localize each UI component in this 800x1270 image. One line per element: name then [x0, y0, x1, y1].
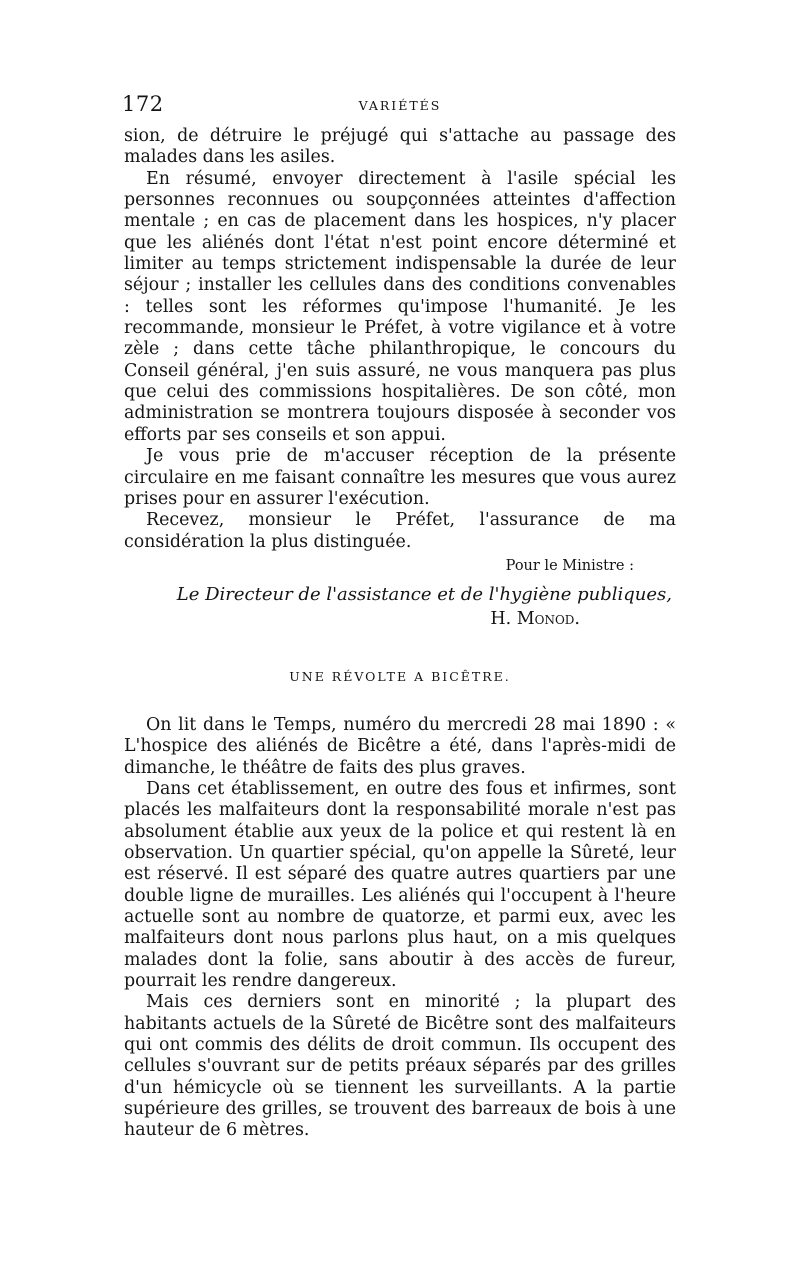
paragraph-resume: En résumé, envoyer directement à l'asile spécial les personnes reconnues ou soupçonnées atteintes d'affection mentale ; en cas de placement dans les hospices, n'y placer que les aliénés dont l'état n'est point encore déterminé et limiter au temps strictement indispensable la durée de leur séjour ; installer les cellules dans des conditions convenables : telles sont les réformes qu'impose l'humanité. Je les recommande, monsieur le Préfet, à votre vigilance et à votre zèle ; dans cette tâche philanthropique, le concours du Conseil général, j'en suis assuré, ne vous manquera pas plus que celui des commissions hospitalières. De son côté, mon administration se montrera toujours disposée à seconder vos efforts par ses conseils et son appui.: [124, 168, 676, 445]
paragraph-continuation: sion, de détruire le préjugé qui s'attache au passage des malades dans les asiles.: [124, 126, 676, 168]
paragraph-recevez: Recevez, monsieur le Préfet, l'assurance de ma considération la plus distinguée.: [124, 510, 676, 552]
running-head: VARIÉTÉS: [358, 98, 442, 113]
pour-le-ministre: Pour le Ministre :: [505, 557, 634, 574]
article-body: [124, 715, 676, 1142]
paragraph-etablissement: Dans cet établissement, en outre des fous et infirmes, sont placés les malfaiteurs dont la responsabilité morale n'est pas absolument établie aux yeux de la police et qui restent là en observation. Un quartier spécial, qu'on appelle la Sûreté, leur est réservé. Il est séparé des quatre autres quartiers par une double ligne de murailles. Les aliénés qui l'occupent à l'heure actuelle sont au nombre de quatorze, et parmi eux, avec les malfaiteurs dont nous parlons plus haut, on a mis quelques malades dont la folie, sans aboutir à des accès de fureur, pourrait les rendre dangereux.: [124, 778, 676, 991]
paragraph-minorite: Mais ces derniers sont en minorité ; la plupart des habitants actuels de la Sûreté de Bicêtre sont des malfaiteurs qui ont commis des délits de droit commun. Ils occupent des cellules s'ouvrant sur de petits préaux séparés par des grilles d'un hémicycle où se tiennent les surveillants. A la partie supérieure des grilles, se trouvent des barreaux de bois à une hauteur de 6 mètres.: [124, 992, 676, 1141]
paragraph-temps: On lit dans le Temps, numéro du mercredi 28 mai 1890 : « L'hospice des aliénés de Bicêtre a été, dans l'après-midi de dimanche, le théâtre de faits des plus graves.: [124, 714, 676, 778]
page-header: [124, 92, 676, 126]
letter-body: [124, 126, 676, 553]
paragraph-accuser-reception: Je vous prie de m'accuser réception de la présente circulaire en me faisant connaître les mesures que vous aurez prises pour en assurer l'exécution.: [124, 446, 676, 509]
book-page: [124, 92, 676, 1142]
section-title: UNE RÉVOLTE A BICÊTRE.: [289, 668, 511, 684]
directeur-title: Le Directeur de l'assistance et de l'hygiène publiques,: [176, 583, 672, 605]
signature: H. Monod.: [490, 608, 580, 629]
page-number: 172: [122, 92, 164, 116]
